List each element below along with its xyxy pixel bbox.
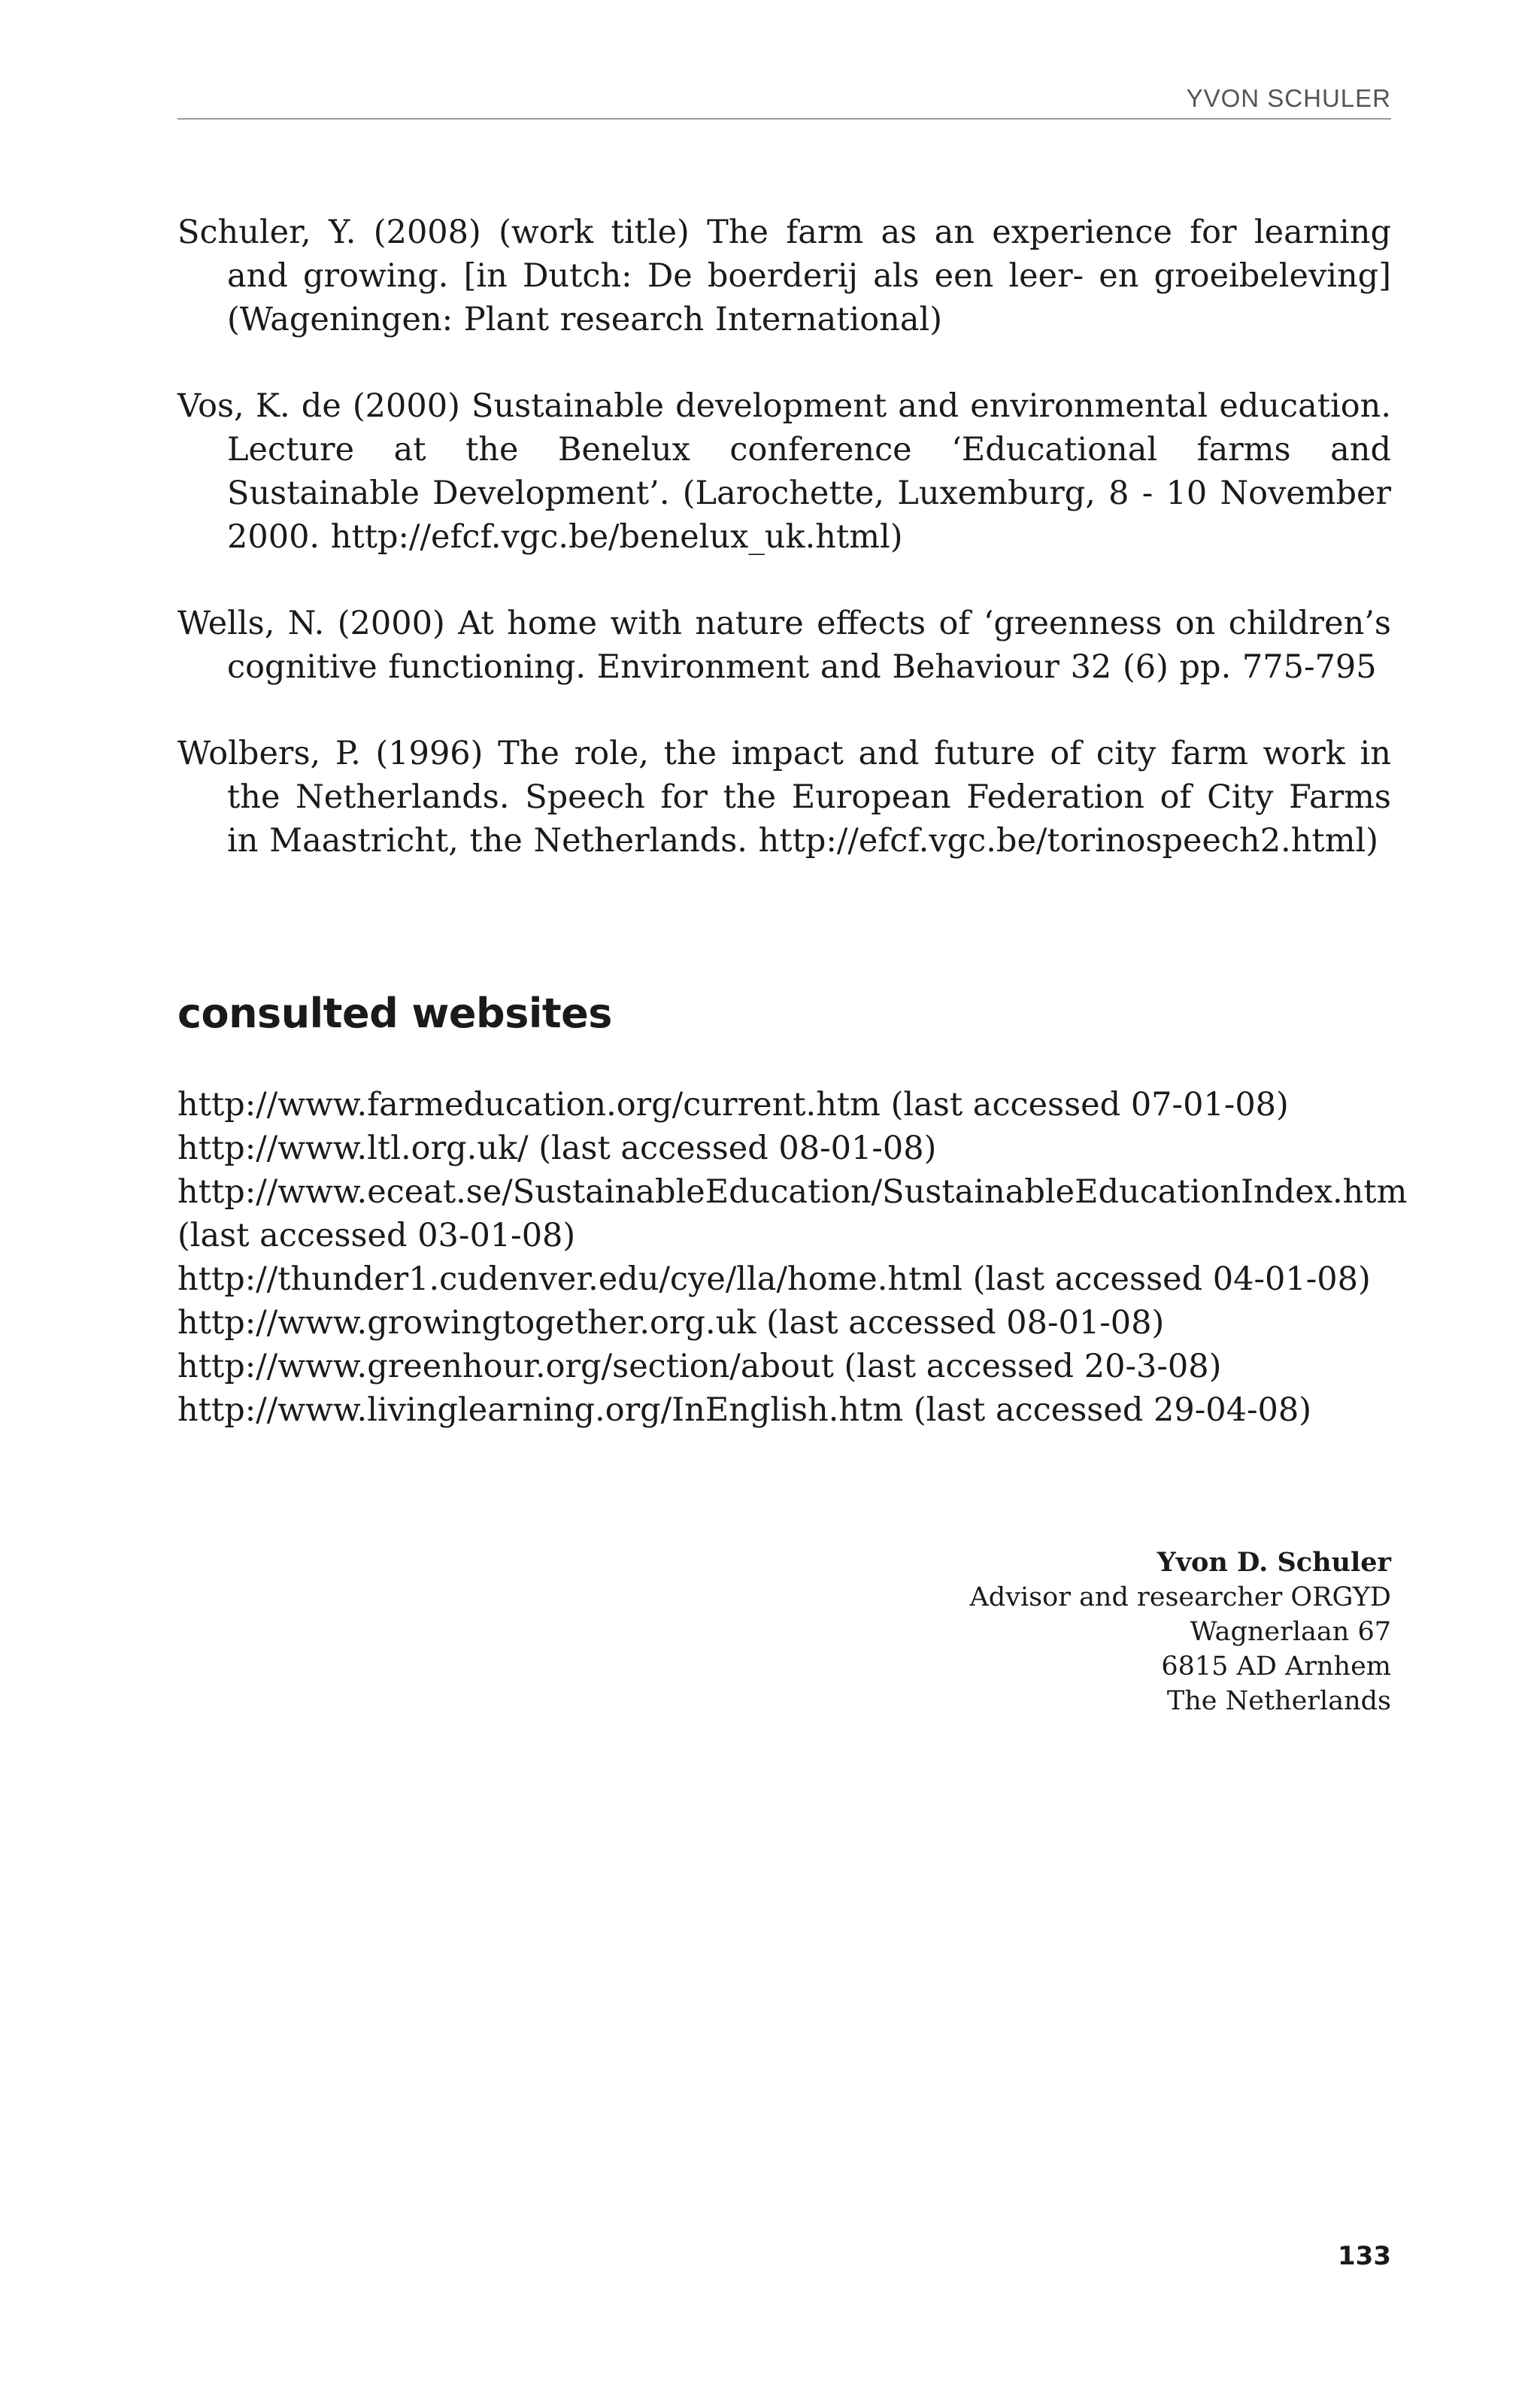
- author-signature: [970, 1545, 1391, 1718]
- website-line: http://www.eceat.se/SustainableEducation/SustainableEducationIndex.htm: [177, 1173, 1408, 1211]
- running-head: YVON SCHULER: [1186, 84, 1391, 112]
- website-line: http://www.livinglearning.org/InEnglish.htm (last accessed 29-04-08): [177, 1391, 1312, 1429]
- reference-entry: Wells, N. (2000) At home with nature effects of ‘greenness on children’s cognitive functioning. Environment and Behaviour 32 (6) pp. 775-795: [177, 605, 1391, 686]
- author-role: Advisor and researcher ORGYD: [969, 1582, 1391, 1612]
- author-name: Yvon D. Schuler: [1157, 1547, 1391, 1578]
- author-city: 6815 AD Arnhem: [1161, 1651, 1391, 1682]
- header-rule: [177, 118, 1391, 120]
- document-page: [177, 0, 1408, 2390]
- website-line: http://www.growingtogether.org.uk (last accessed 08-01-08): [177, 1304, 1165, 1342]
- author-street: Wagnerlaan 67: [1190, 1617, 1391, 1647]
- website-line: (last accessed 03-01-08): [177, 1217, 576, 1254]
- reference-list: [177, 211, 1391, 863]
- website-line: http://www.greenhour.org/section/about (last accessed 20-3-08): [177, 1348, 1222, 1385]
- author-country: The Netherlands: [1166, 1686, 1391, 1716]
- reference-entry: Wolbers, P. (1996) The role, the impact and future of city farm work in the Netherlands. Speech for the European Federation of City Farms in Maastricht, the Netherlands. http://efcf.vgc.be/torinospeech2.html): [177, 735, 1391, 860]
- website-line: http://www.ltl.org.uk/ (last accessed 08-01-08): [177, 1130, 937, 1167]
- page-number: 133: [1338, 2241, 1391, 2271]
- website-line: http://thunder1.cudenver.edu/cye/lla/home.html (last accessed 04-01-08): [177, 1260, 1371, 1298]
- section-heading: consulted websites: [177, 990, 612, 1037]
- reference-entry: Schuler, Y. (2008) (work title) The farm as an experience for learning and growing. [in Dutch: De boerderij als een leer- en groeibeleving] (Wageningen: Plant research International): [177, 214, 1391, 338]
- website-line: http://www.farmeducation.org/current.htm (last accessed 07-01-08): [177, 1086, 1289, 1124]
- reference-entry: Vos, K. de (2000) Sustainable development and environmental education. Lecture at the Benelux conference ‘Educational farms and Sustainable Development’. (Larochette, Luxemburg, 8 - 10 November 2000. http://efcf.vgc.be/benelux_uk.html): [177, 387, 1391, 556]
- website-list: [177, 1083, 1408, 1432]
